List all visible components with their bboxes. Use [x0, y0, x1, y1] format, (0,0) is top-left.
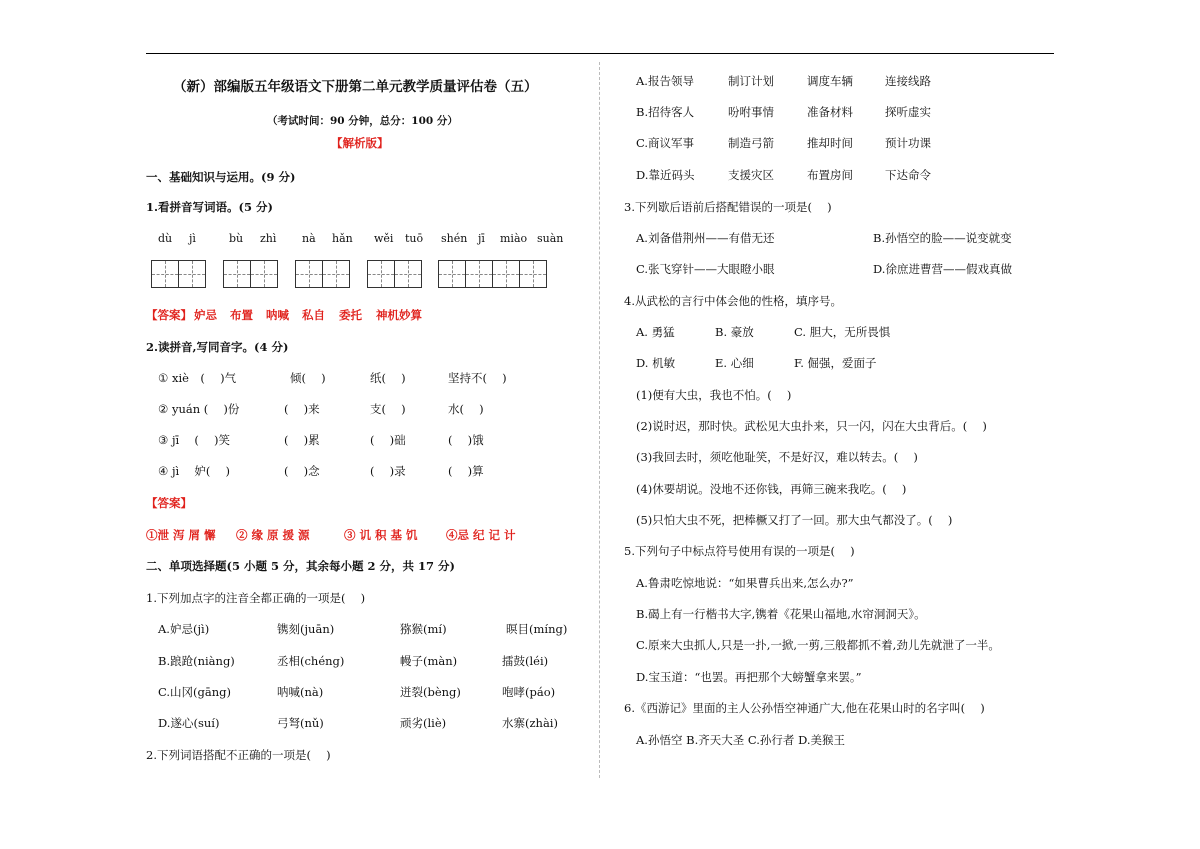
- answer-group: ④忌 纪 记 计: [446, 528, 516, 542]
- option: 探听虚实: [885, 105, 931, 119]
- choice: B. 豪放: [715, 325, 754, 339]
- homophone-item: ( )算: [448, 464, 484, 478]
- list-item: (2)说时迟，那时快。武松见大虫扑来，只一闪，闪在大虫背后。( ): [636, 419, 987, 433]
- list-item: (1)便有大虫，我也不怕。( ): [636, 388, 792, 402]
- option: 吩咐事情: [728, 105, 774, 119]
- writing-grid[interactable]: [151, 260, 206, 288]
- choice: A. 勇猛: [636, 325, 675, 339]
- option: 支援灾区: [728, 168, 774, 182]
- option: 推却时间: [807, 136, 853, 150]
- question: 5.下列句子中标点符号使用有误的一项是( ): [624, 544, 855, 558]
- option: D.靠近码头: [636, 168, 695, 182]
- writing-grid[interactable]: [223, 260, 278, 288]
- option: C.商议军事: [636, 136, 695, 150]
- homophone-item: ② yuán ( )份: [158, 402, 240, 416]
- homophone-item: ( )饿: [448, 433, 484, 447]
- pinyin: jì: [189, 232, 196, 245]
- question: 3.下列歇后语前后搭配错误的一项是( ): [624, 200, 832, 214]
- pinyin: shén: [441, 232, 468, 245]
- option: 镌刻(juān): [277, 622, 335, 636]
- pinyin: hǎn: [332, 232, 353, 245]
- option: 猕猴(mí): [400, 622, 447, 636]
- answer-word: 呐喊: [266, 308, 289, 322]
- option: 迸裂(bèng): [400, 685, 461, 699]
- question: 2.下列词语搭配不正确的一项是( ): [146, 748, 331, 762]
- homophone-item: ③ jī ( )笑: [158, 433, 230, 447]
- option: D.徐庶进曹营——假戏真做: [873, 262, 1012, 276]
- edition-label: 【解析版】: [331, 136, 389, 150]
- option: 顽劣(liè): [400, 716, 447, 730]
- choice: E. 心细: [715, 356, 754, 370]
- question: 4.从武松的言行中体会他的性格，填序号。: [624, 294, 842, 308]
- homophone-item: 倾( ): [290, 371, 326, 385]
- option: C.原来大虫抓人,只是一扑,一掀,一剪,三般都抓不着,劲儿先就泄了一半。: [636, 638, 1000, 652]
- option: 水寨(zhài): [502, 716, 558, 730]
- option: B.孙悟空的脸——说变就变: [873, 231, 1012, 245]
- option: 布置房间: [807, 168, 853, 182]
- option: C.山冈(gāng): [158, 685, 232, 699]
- option: A.刘备借荆州——有借无还: [636, 231, 775, 245]
- option: 连接线路: [885, 74, 931, 88]
- question: 6.《西游记》里面的主人公孙悟空神通广大,他在花果山时的名字叫( ): [624, 701, 985, 715]
- question: 1.下列加点字的注音全都正确的一项是( ): [146, 591, 366, 605]
- homophone-item: 支( ): [370, 402, 406, 416]
- homophone-item: ① xiè ( )气: [158, 371, 237, 385]
- q1-heading: 1.看拼音写词语。(5 分): [146, 200, 273, 214]
- option: 调度车辆: [807, 74, 853, 88]
- answer-group: ①泄 泻 屑 懈: [146, 528, 216, 542]
- option: D.宝玉道：“也罢。再把那个大螃蟹拿来罢。”: [636, 670, 862, 684]
- answer-word: 委托: [339, 308, 362, 322]
- pinyin: bù: [229, 232, 244, 245]
- option: B.招待客人: [636, 105, 695, 119]
- option: 制造弓箭: [728, 136, 774, 150]
- homophone-item: 坚持不( ): [448, 371, 507, 385]
- homophone-item: ( )念: [284, 464, 320, 478]
- choice: D. 机敏: [636, 356, 676, 370]
- pinyin: suàn: [537, 232, 564, 245]
- writing-grid[interactable]: [295, 260, 350, 288]
- list-item: (4)休要胡说。没地不还你钱，再筛三碗来我吃。( ): [636, 482, 907, 496]
- answer-label: 【答案】: [146, 308, 192, 322]
- answer-word: 妒忌: [194, 308, 217, 322]
- option: 暝目(míng): [506, 622, 568, 636]
- homophone-item: ( )录: [370, 464, 406, 478]
- homophone-item: ( )础: [370, 433, 406, 447]
- homophone-item: 纸( ): [370, 371, 406, 385]
- answer-group: ② 缘 原 援 源: [236, 528, 310, 542]
- option: A.妒忌(jì): [158, 622, 210, 636]
- pinyin: wěi: [374, 232, 394, 245]
- answer-label: 【答案】: [146, 496, 192, 510]
- section2-heading: 二、单项选择题(5 小题 5 分，其余每小题 2 分，共 17 分): [146, 559, 455, 573]
- answer-word: 私自: [302, 308, 325, 322]
- homophone-item: ( )来: [284, 402, 320, 416]
- option: 擂鼓(léi): [502, 654, 549, 668]
- homophone-item: ④ jì 妒( ): [158, 464, 230, 478]
- pinyin: jī: [478, 232, 485, 245]
- pinyin: tuō: [405, 232, 424, 245]
- answer-word: 神机妙算: [376, 308, 422, 322]
- option: D.遂心(suí): [158, 716, 220, 730]
- exam-info: （考试时间：90 分钟，总分：100 分）: [267, 115, 458, 127]
- option: 丞相(chéng): [277, 654, 345, 668]
- option: 幔子(màn): [400, 654, 458, 668]
- column-divider: [599, 62, 600, 778]
- option: 咆哮(páo): [502, 685, 556, 699]
- pinyin: zhì: [260, 232, 277, 245]
- page-title: （新）部编版五年级语文下册第二单元教学质量评估卷（五）: [173, 79, 538, 95]
- option: A.孙悟空 B.齐天大圣 C.孙行者 D.美猴王: [636, 733, 846, 747]
- top-rule: [146, 53, 1054, 54]
- option: B.碣上有一行楷书大字,镌着《花果山福地,水帘洞洞天》。: [636, 607, 926, 621]
- list-item: (3)我回去时，须吃他耻笑，不是好汉，难以转去。( ): [636, 450, 918, 464]
- option: A.报告领导: [636, 74, 694, 88]
- answer-word: 布置: [230, 308, 253, 322]
- pinyin: miào: [500, 232, 528, 245]
- option: 呐喊(nà): [277, 685, 324, 699]
- q2-heading: 2.读拼音,写同音字。(4 分): [146, 340, 289, 354]
- homophone-item: 水( ): [448, 402, 484, 416]
- choice: F. 倔强，爱面子: [794, 356, 877, 370]
- option: 预计功课: [885, 136, 931, 150]
- option: 制订计划: [728, 74, 774, 88]
- option: 准备材料: [807, 105, 853, 119]
- section1-heading: 一、基础知识与运用。(9 分): [146, 170, 296, 184]
- answer-group: ③ 讥 积 基 饥: [344, 528, 418, 542]
- choice: C. 胆大，无所畏惧: [794, 325, 891, 339]
- writing-grid[interactable]: [438, 260, 547, 288]
- list-item: (5)只怕大虫不死，把棒橛又打了一回。那大虫气都没了。( ): [636, 513, 953, 527]
- writing-grid[interactable]: [367, 260, 422, 288]
- homophone-item: ( )累: [284, 433, 320, 447]
- option: 下达命令: [885, 168, 931, 182]
- pinyin: dù: [158, 232, 173, 245]
- option: 弓弩(nǔ): [277, 716, 324, 730]
- option: C.张飞穿针——大眼瞪小眼: [636, 262, 775, 276]
- pinyin: nà: [302, 232, 316, 245]
- option: B.踉跄(niàng): [158, 654, 235, 668]
- option: A.鲁肃吃惊地说：“如果曹兵出来,怎么办?”: [636, 576, 854, 590]
